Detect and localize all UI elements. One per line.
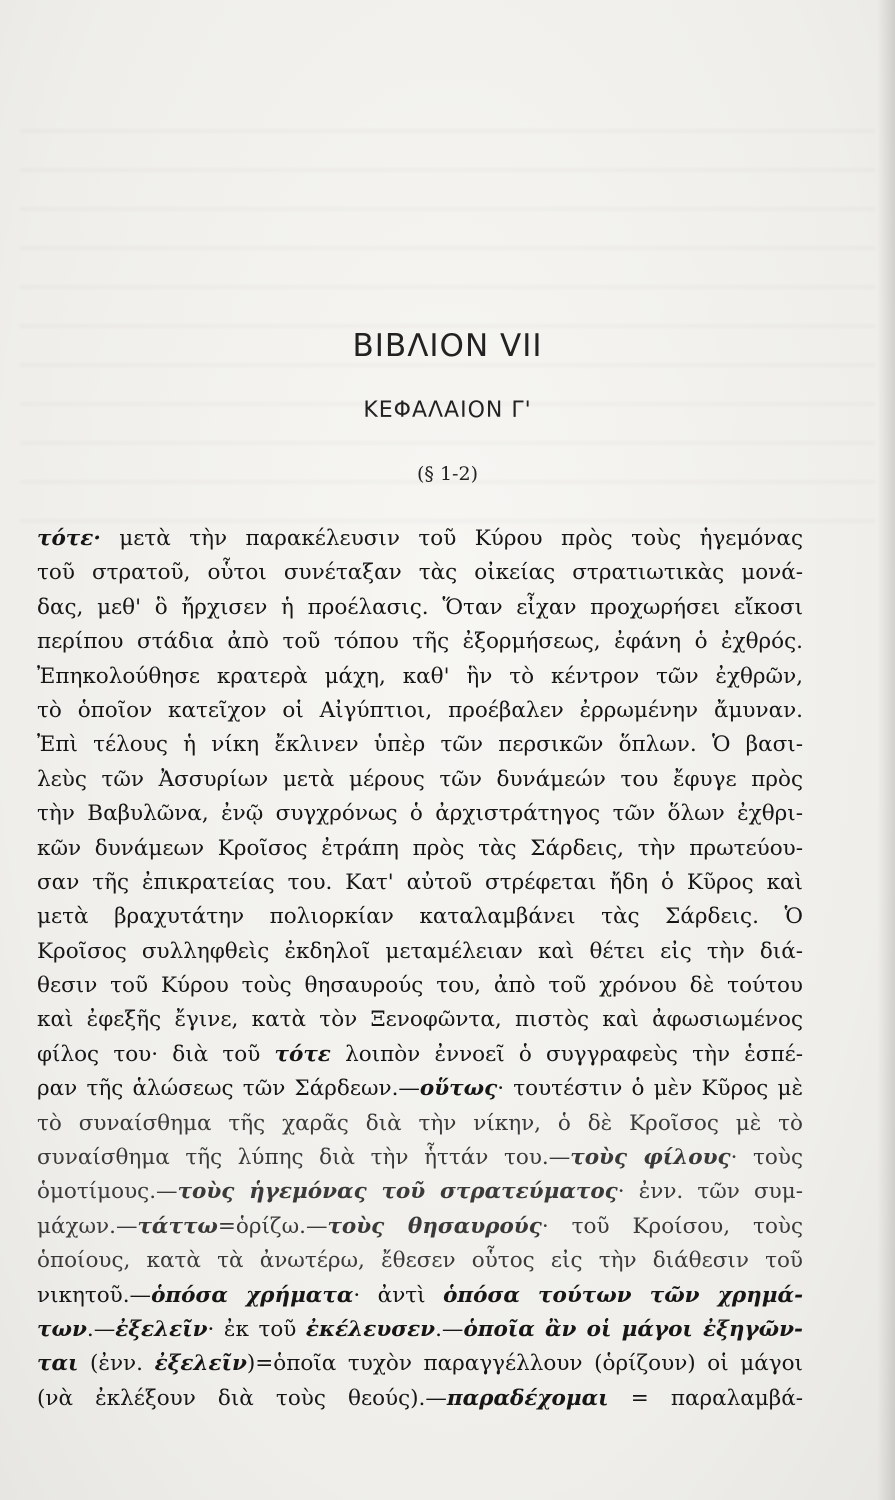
text-line: [37, 1038, 803, 1072]
text-segment: τοῦ στρατοῦ, οὗτοι συνέταξαν τὰς οἰκείας στρατιωτικὰς μονά-: [37, 560, 803, 586]
text-segment: συναίσθημα τῆς λύπης διὰ τὴν ἧττάν του.—: [37, 1145, 571, 1171]
text-line: [37, 1382, 803, 1416]
text-line: [37, 1279, 803, 1313]
text-line: [37, 1313, 803, 1347]
text-segment: · ἀντὶ: [353, 1282, 444, 1308]
keyword-term: οὕτως: [419, 1076, 498, 1102]
text-segment: δας, μεθ' ὃ ἤρχισεν ἡ προέλασις. Ὅταν εἶχαν προχωρήσει εἴκοσι: [37, 594, 803, 620]
keyword-term: των: [37, 1316, 87, 1342]
text-line: [37, 1107, 803, 1141]
keyword-term: ται: [37, 1351, 79, 1377]
keyword-term: τοὺς φίλους: [570, 1145, 731, 1171]
text-line: [37, 728, 803, 762]
keyword-term: τάττω: [137, 1213, 218, 1239]
book-title: ΒΙΒΛΙΟΝ VII: [352, 328, 543, 364]
text-segment: σαν τῆς ἐπικρατείας του. Κατ' αὐτοῦ στρέφεται ἤδη ὁ Κῦρος καὶ: [37, 869, 803, 895]
text-segment: · τοῦ Κροίσου, τοὺς: [541, 1213, 803, 1239]
text-line: [37, 763, 803, 797]
text-line: [37, 797, 803, 831]
text-segment: (ἐνν.: [78, 1351, 155, 1377]
text-line: [37, 866, 803, 900]
text-line: [37, 1347, 803, 1381]
text-line: [37, 522, 803, 556]
text-segment: λοιπὸν ἐννοεῖ ὁ συγγραφεὺς τὴν ἑσπέ-: [330, 1041, 803, 1067]
text-segment: (νὰ ἐκλέξουν διὰ τοὺς θεούς).—: [37, 1385, 447, 1411]
text-segment: =ὁρίζω.—: [217, 1213, 328, 1239]
text-segment: τὴν Βαβυλῶνα, ἐνῷ συγχρόνως ὁ ἀρχιστράτηγος τῶν ὅλων ἐχθρι-: [37, 801, 803, 827]
text-line: [37, 1210, 803, 1244]
text-segment: θεσιν τοῦ Κύρου τοὺς θησαυρούς του, ἀπὸ τοῦ χρόνου δὲ τούτου: [37, 973, 803, 999]
keyword-term: ὁπόσα τούτων τῶν χρημά-: [443, 1282, 803, 1308]
keyword-term: παραδέχομαι: [446, 1385, 609, 1411]
text-line: [37, 1141, 803, 1175]
keyword-term: τότε: [274, 1041, 331, 1067]
text-line: [37, 1244, 803, 1278]
keyword-term: ἐξελεῖν: [154, 1351, 247, 1377]
text-segment: .—: [86, 1316, 116, 1342]
keyword-term: τοὺς θησαυρούς: [327, 1213, 542, 1239]
text-segment: τὸ ὁποῖον κατεῖχον οἱ Αἰγύπτιοι, προέβαλεν ἐρρωμένην ἄμυναν.: [37, 697, 803, 723]
text-line: [37, 1003, 803, 1037]
text-segment: φίλος του· διὰ τοῦ: [37, 1041, 275, 1067]
chapter-title: ΚΕΦΑΛΑΙΟΝ Γ': [363, 398, 532, 423]
text-line: [37, 900, 803, 934]
text-segment: ὁμοτίμους.—: [37, 1179, 178, 1205]
text-segment: κῶν δυνάμεων Κροῖσος ἐτράπη πρὸς τὰς Σάρδεις, τὴν πρωτεύου-: [37, 835, 803, 861]
keyword-term: ὁποῖα ἂν οἱ μάγοι ἐξηγῶν-: [463, 1316, 803, 1342]
keyword-term: τοὺς ἡγεμόνας τοῦ στρατεύματος: [177, 1179, 618, 1205]
text-segment: ραν τῆς ἁλώσεως τῶν Σάρδεων.—: [37, 1076, 420, 1102]
text-segment: περίπου στάδια ἀπὸ τοῦ τόπου τῆς ἐξορμήσεως, ἐφάνη ὁ ἐχθρός.: [37, 629, 803, 655]
text-segment: Κροῖσος συλληφθεὶς ἐκδηλοῖ μεταμέλειαν καὶ θέτει εἰς τὴν διά-: [37, 938, 803, 964]
text-line: [37, 1072, 803, 1106]
page-edge-shadow: [877, 0, 895, 1500]
text-segment: μετὰ τὴν παρακέλευσιν τοῦ Κύρου πρὸς τοὺς ἡγεμόνας: [100, 526, 803, 551]
text-segment: · τουτέστιν ὁ μὲν Κῦρος μὲ: [497, 1076, 803, 1102]
text-segment: μάχων.—: [37, 1213, 138, 1239]
text-segment: νικητοῦ.—: [37, 1282, 152, 1308]
text-segment: μετὰ βραχυτάτην πολιορκίαν καταλαμβάνει τὰς Σάρδεις. Ὁ: [37, 904, 803, 930]
keyword-term: ἐκέλευσεν: [305, 1316, 436, 1342]
text-line: [37, 591, 803, 625]
text-segment: Ἐπὶ τέλους ἡ νίκη ἔκλινεν ὑπὲρ τῶν περσικῶν ὅπλων. Ὁ βασι-: [37, 732, 803, 758]
text-segment: · ἐνν. τῶν συμ-: [617, 1179, 803, 1205]
text-segment: λεὺς τῶν Ἀσσυρίων μετὰ μέρους τῶν δυνάμεών του ἔφυγε πρὸς: [37, 766, 803, 792]
text-line: [37, 694, 803, 728]
text-line: [37, 1175, 803, 1209]
keyword-term: τότε·: [37, 526, 101, 551]
keyword-term: ὁπόσα χρήματα: [151, 1282, 354, 1308]
text-segment: = παραλαμβά-: [608, 1385, 803, 1411]
text-segment: Ἐπηκολούθησε κρατερὰ μάχη, καθ' ἣν τὸ κέντρον τῶν ἐχθρῶν,: [37, 663, 803, 689]
text-line: [37, 935, 803, 969]
text-segment: ὁποίους, κατὰ τὰ ἀνωτέρω, ἔθεσεν οὗτος εἰς τὴν διάθεσιν τοῦ: [37, 1248, 803, 1274]
keyword-term: ἐξελεῖν: [115, 1316, 208, 1342]
text-line: [37, 556, 803, 590]
text-line: [37, 660, 803, 694]
text-segment: καὶ ἐφεξῆς ἔγινε, κατὰ τὸν Ξενοφῶντα, πιστὸς καὶ ἀφωσιωμένος: [37, 1007, 803, 1033]
text-segment: · τοὺς: [730, 1145, 803, 1171]
text-segment: · ἐκ τοῦ: [207, 1316, 306, 1342]
text-line: [37, 969, 803, 1003]
text-segment: τὸ συναίσθημα τῆς χαρᾶς διὰ τὴν νίκην, ὁ δὲ Κροῖσος μὲ τὸ: [37, 1110, 803, 1136]
text-segment: .—: [435, 1316, 464, 1342]
commentary-text: [37, 522, 803, 1416]
text-line: [37, 625, 803, 659]
text-line: [37, 832, 803, 866]
text-segment: )=ὁποῖα τυχὸν παραγγέλλουν (ὁρίζουν) οἱ μάγοι: [246, 1351, 803, 1377]
section-reference: (§ 1-2): [417, 463, 478, 485]
